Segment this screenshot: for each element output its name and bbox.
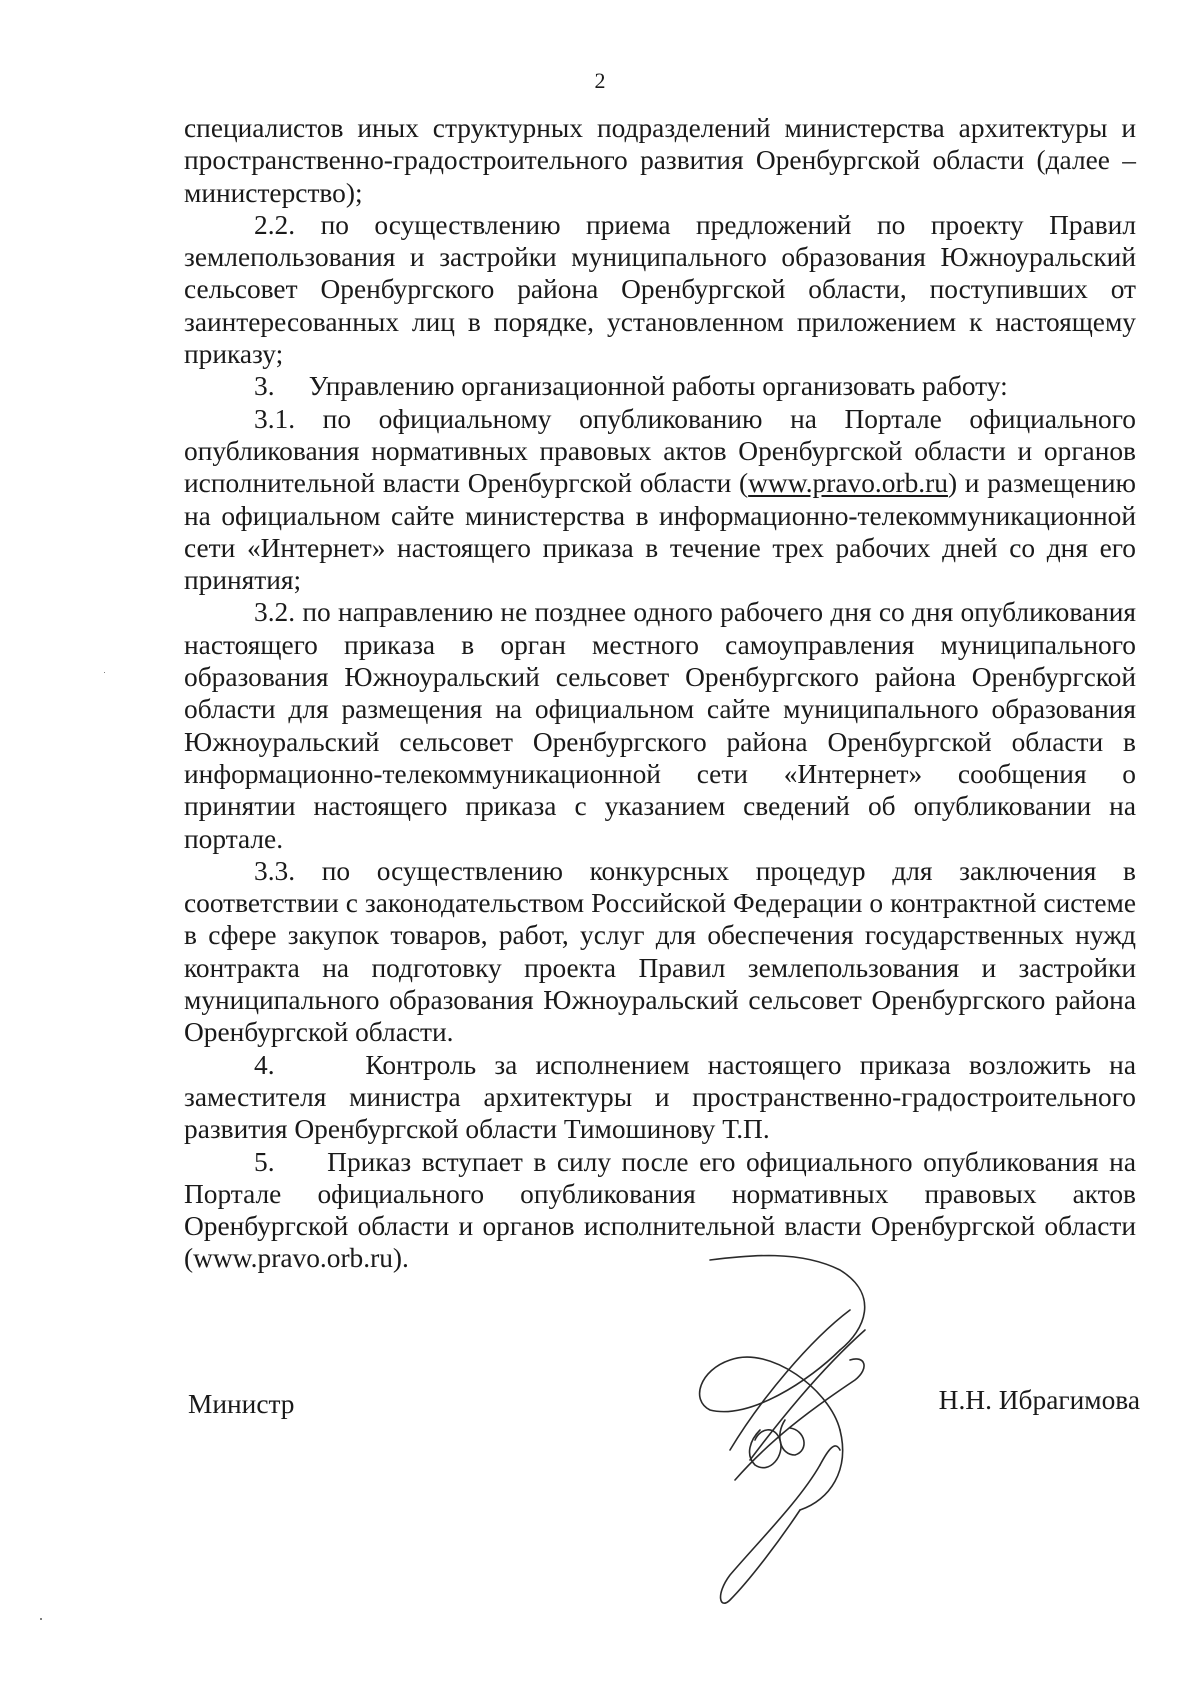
paragraph-3-1: [184, 403, 1136, 597]
document-body: [184, 112, 1143, 1275]
paragraph-5: 5. Приказ вступает в силу после его официального опубликования на Портале официального опубликования нормативных правовых актов Оренбургской области и органов исполнительной власти Оренбургской области (www.pravo.orb.ru).: [184, 1146, 1143, 1274]
minister-title: Министр: [188, 1389, 295, 1419]
paragraph-3: 3. Управлению организационной работы организовать работу:: [254, 371, 1008, 402]
paragraph-3-2: 3.2. по направлению не позднее одного рабочего дня со дня опубликования настоящего приказа в орган местного самоуправления муниципального образования Южноуральский сельсовет Оренбургского района Оренбургской области для размещения на официальном сайте муниципального образования Южноуральский сельсовет Оренбургского района Оренбургской области в информационно-телекоммуникационной сети «Интернет» сообщения о принятии настоящего приказа с указанием сведений об опубликовании на портале.: [184, 597, 1136, 854]
paragraph-3-1-text-after: ) и размещению на официальном сайте министерства в информационно-телекоммуникационной сети «Интернет» настоящего приказа в течение трех рабочих дней со дня его принятия;: [184, 468, 1137, 596]
minister-name: Н.Н. Ибрагимова: [938, 1385, 1140, 1415]
paragraph-4: 4. Контроль за исполнением настоящего приказа возложить на заместителя министра архитектуры и пространственно-градостроительного развития Оренбургской области Тимошинову Т.П.: [184, 1049, 1143, 1145]
paragraph-3-3: 3.3. по осуществлению конкурсных процедур для заключения в соответствии с законодательством Российской Федерации о контрактной системе в сфере закупок товаров, работ, услуг для обеспечения государственных нужд контракта на подготовку проекта Правил землепользования и застройки муниципального образования Южноуральский сельсовет Оренбургского района Оренбургской области.: [184, 855, 1136, 1048]
page-number: 2: [594, 68, 606, 93]
signature-icon: [690, 1250, 950, 1620]
pravo-link[interactable]: www.pravo.orb.ru: [748, 468, 948, 499]
paragraph-3-1-text-before: 3.1. по официальному опубликованию на Портале официального опубликования нормативных правовых актов Оренбургской области и органов исполнительной власти Оренбургской области (: [184, 403, 1136, 499]
paragraph-continuation: специалистов иных структурных подразделений министерства архитектуры и пространственно-градостроительного развития Оренбургской области (далее – министерство);: [184, 113, 1136, 208]
scan-speck: [40, 1618, 42, 1620]
scan-speck: [104, 672, 105, 673]
paragraph-2-2: 2.2. по осуществлению приема предложений по проекту Правил землепользования и застройки муниципального образования Южноуральский сельсовет Оренбургского района Оренбургской области, поступивших от заинтересованных лиц в порядке, установленном приложением к настоящему приказу;: [184, 209, 1136, 370]
